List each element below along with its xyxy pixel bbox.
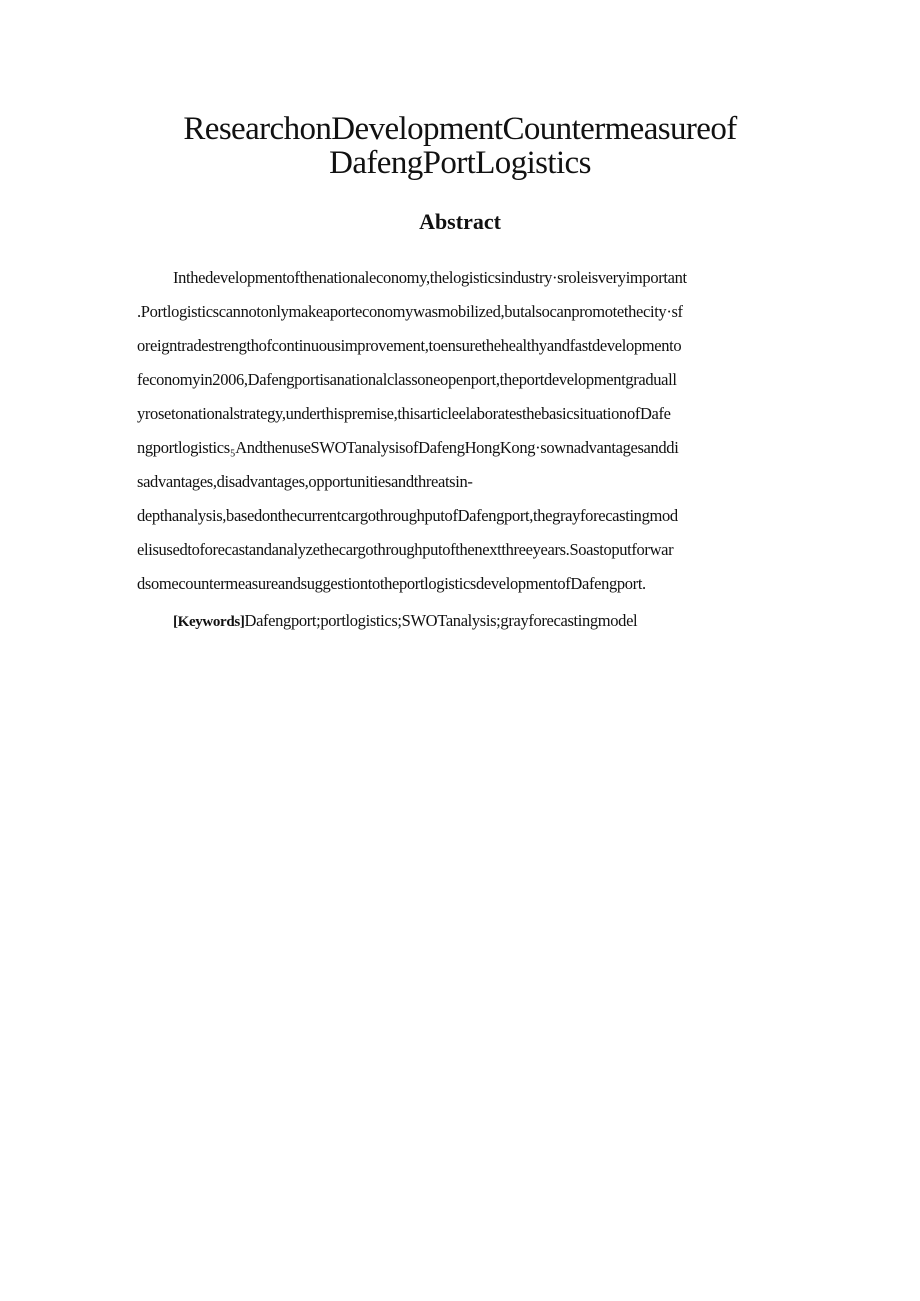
abstract-heading: Abstract — [419, 209, 501, 234]
abstract-line: oreigntradestrengthofcontinuousimprovement,toensurethehealthyandfastdevelopmento — [137, 336, 682, 355]
keywords-text: Dafengport;portlogistics;SWOTanalysis;grayforecastingmodel — [244, 611, 638, 630]
abstract-line: feconomyin2006,Dafengportisanationalclassoneopenport,theportdevelopmentgraduall — [137, 370, 677, 389]
abstract-line: elisusedtoforecastandanalyzethecargothroughputofthenextthreeyears.Soastoputforwar — [137, 540, 674, 559]
abstract-line: ngportlogistics₅AndthenuseSWOTanalysisofDafengHongKong·sownadvantagesanddi — [137, 438, 679, 457]
keywords-line — [173, 610, 787, 633]
abstract-line: depthanalysis,basedonthecurrentcargothroughputofDafengport,thegrayforecastingmod — [137, 506, 678, 525]
paper-title-line-1: ResearchonDevelopmentCountermeasureof — [183, 111, 737, 147]
abstract-line: sadvantages,disadvantages,opportunitiesandthreatsin- — [137, 472, 473, 491]
paper-title-line-2: DafengPortLogistics — [329, 145, 591, 181]
abstract-line: Inthedevelopmentofthenationaleconomy,thelogisticsindustry·sroleisveryimportant — [173, 268, 687, 287]
abstract-line: .Portlogisticscannotonlymakeaporteconomywasmobilized,butalsocanpromotethecity·sf — [137, 302, 683, 321]
abstract-line: yrosetonationalstrategy,underthispremise,thisarticleelaboratesthebasicsituationofDafe — [137, 404, 671, 423]
keywords-label: [Keywords] — [173, 614, 245, 630]
abstract-line: dsomecountermeasureandsuggestiontotheportlogisticsdevelopmentofDafengport. — [137, 574, 646, 593]
abstract-body — [137, 268, 787, 608]
